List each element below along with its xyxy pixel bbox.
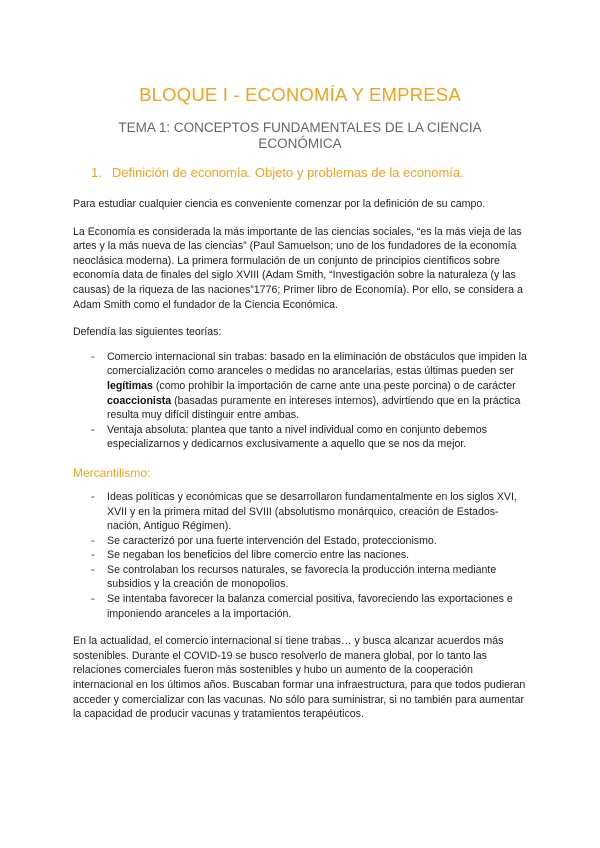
dash-marker: - — [91, 593, 95, 606]
list-item — [91, 350, 527, 423]
dash-marker: - — [91, 563, 95, 576]
theories-list — [73, 350, 527, 452]
dash-marker: - — [91, 350, 95, 363]
list-item — [91, 563, 527, 592]
theory-1-part-1: Comercio internacional sin trabas: basado en la eliminación de obstáculos que impiden la comercialización como aranceles o medidas no arancelarias, estas últimas pueden ser — [107, 350, 527, 378]
dash-marker: - — [91, 490, 95, 503]
mercantilismo-list — [73, 490, 527, 621]
merc-item-text: Se negaban los beneficios del libre comercio entre las naciones. — [107, 549, 410, 562]
list-item — [91, 490, 527, 534]
mercantilismo-heading: Mercantilismo: — [73, 465, 151, 480]
theory-1-bold-1: legítimas — [107, 379, 153, 392]
subtitle: TEMA 1: CONCEPTOS FUNDAMENTALES DE LA CIENCIA ECONÓMICA — [118, 120, 482, 151]
dash-marker: - — [91, 534, 95, 547]
closing-paragraph: En la actualidad, el comercio internacional sí tiene trabas… y busca alcanzar acuerdos más sostenibles. Durante el COVID-19 se busco resolverlo de manera global, por lo tanto las relaciones comerciales fueron más sostenibles y hubo un aumento de la cooperación internacional en los últimos años. Buscaban formar una infraestructura, para que todos pudieran acceder y comercializar con las vacunas. No sólo para suministrar, si no también para aumentar la capacidad de producir vacunas y tratamientos terapéuticos. — [73, 635, 526, 721]
merc-item-text: Se caracterizó por una fuerte intervención del Estado, proteccionismo. — [107, 534, 437, 547]
merc-item-text: Ideas políticas y económicas que se desarrollaron fundamentalmente en los siglos XVI, XVII y en la primera mitad del SVIII (absolutismo monárquico, creación de Estados-nación, Antiguo Régimen). — [107, 490, 517, 533]
section-number: 1. — [91, 165, 102, 180]
theory-2-text: Ventaja absoluta: plantea que tanto a nivel individual como en conjunto debemos especializarnos y dedicarnos exclusivamente a aquello que se nos da mejor. — [107, 423, 487, 451]
merc-item-text: Se intentaba favorecer la balanza comercial positiva, favoreciendo las exportaciones e imponiendo aranceles a la importación. — [107, 593, 513, 620]
dash-marker: - — [91, 549, 95, 562]
section-title: Definición de economía. Objeto y problemas de la economía. — [111, 165, 464, 180]
list-item — [91, 592, 527, 621]
section-heading — [73, 165, 527, 180]
intro-paragraph: Para estudiar cualquier ciencia es conveniente comenzar por la definición de su campo. — [73, 198, 486, 210]
theory-1-part-3: (basadas puramente en intereses internos), advirtiendo que en la práctica resulta muy difícil distinguir entre ambas. — [107, 394, 521, 422]
theories-intro: Defendía las siguientes teorías: — [73, 326, 222, 339]
theory-1-part-2: (como prohibir la importación de carne ante una peste porcina) o de carácter — [152, 379, 516, 392]
merc-item-text: Se controlaban los recursos naturales, se favorecía la producción interna mediante subsidios y la creación de monopolios. — [107, 563, 497, 591]
dash-marker: - — [91, 423, 95, 436]
list-item — [91, 423, 527, 452]
list-item — [91, 534, 527, 549]
theory-1-bold-2: coaccionista — [107, 394, 172, 407]
list-item — [91, 548, 527, 563]
main-title: BLOQUE I - ECONOMÍA Y EMPRESA — [139, 84, 461, 105]
definition-paragraph: La Economía es considerada la más importante de las ciencias sociales, “es la más vieja de las artes y la más nueva de las ciencias” (Paul Samuelson; uno de los fundadores de la economía neoclásica moderna). La primera formulación de un conjunto de principios científicos sobre economía data de finales del siglo XVIII (Adam Smith, “Investigación sobre la naturaleza (y las causas) de la riqueza de las naciones”1776; Primer libro de Economía). Por ello, se considera a Adam Smith como el fundador de la Ciencia Económica. — [73, 225, 523, 311]
